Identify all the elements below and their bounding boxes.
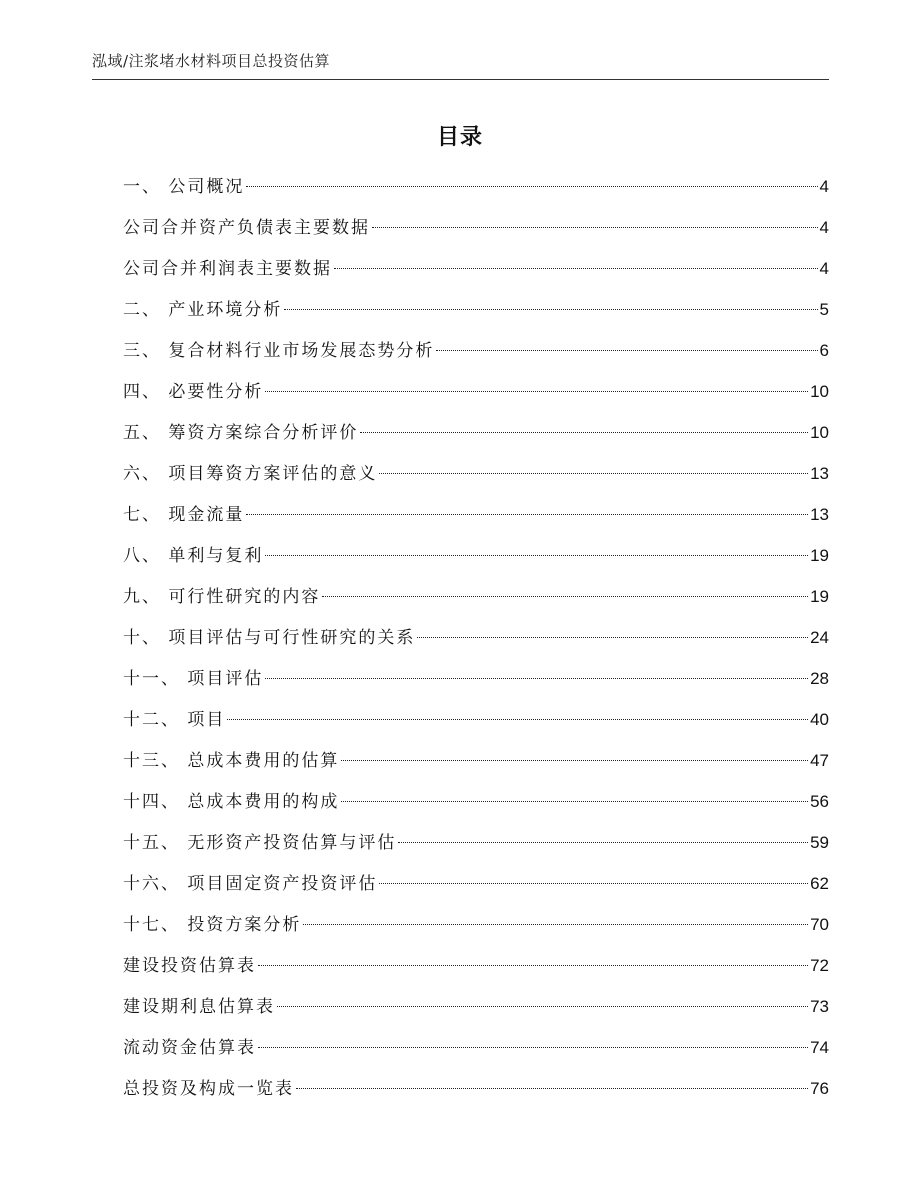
toc-dot-leader bbox=[398, 842, 808, 843]
toc-entry-label: 四、 必要性分析 bbox=[123, 382, 264, 402]
toc-dot-leader bbox=[246, 186, 817, 187]
toc-entry[interactable] bbox=[123, 623, 829, 664]
toc-entry[interactable] bbox=[123, 951, 829, 992]
toc-entry-page-number: 47 bbox=[810, 751, 829, 770]
toc-entry-page-number: 59 bbox=[810, 833, 829, 852]
toc-dot-leader bbox=[436, 350, 817, 351]
toc-dot-leader bbox=[227, 719, 808, 720]
toc-dot-leader bbox=[265, 555, 808, 556]
toc-entry[interactable] bbox=[123, 500, 829, 541]
toc-entry-page-number: 70 bbox=[810, 915, 829, 934]
toc-entry-label: 十七、 投资方案分析 bbox=[123, 915, 302, 935]
toc-entry[interactable] bbox=[123, 992, 829, 1033]
toc-entry-label: 总投资及构成一览表 bbox=[123, 1079, 294, 1099]
toc-entry[interactable] bbox=[123, 254, 829, 295]
toc-entry-label: 建设期利息估算表 bbox=[123, 997, 275, 1017]
toc-entry[interactable] bbox=[123, 377, 829, 418]
header-divider bbox=[92, 79, 829, 80]
toc-entry-label: 八、 单利与复利 bbox=[123, 546, 264, 566]
toc-entry-page-number: 72 bbox=[810, 956, 829, 975]
toc-entry[interactable] bbox=[123, 213, 829, 254]
toc-entry-page-number: 4 bbox=[819, 177, 829, 196]
toc-entry-page-number: 40 bbox=[810, 710, 829, 729]
toc-entry[interactable] bbox=[123, 582, 829, 623]
toc-entry[interactable] bbox=[123, 787, 829, 828]
toc-dot-leader bbox=[296, 1088, 808, 1089]
toc-dot-leader bbox=[322, 596, 808, 597]
toc-dot-leader bbox=[258, 1047, 808, 1048]
toc-dot-leader bbox=[265, 678, 808, 679]
toc-entry-page-number: 4 bbox=[819, 259, 829, 278]
toc-dot-leader bbox=[372, 227, 818, 228]
toc-entry[interactable] bbox=[123, 828, 829, 869]
toc-entry[interactable] bbox=[123, 705, 829, 746]
toc-entry[interactable] bbox=[123, 746, 829, 787]
toc-entry[interactable] bbox=[123, 664, 829, 705]
toc-entry-label: 十五、 无形资产投资估算与评估 bbox=[123, 833, 397, 853]
toc-entry-label: 公司合并资产负债表主要数据 bbox=[123, 218, 370, 238]
toc-entry-label: 九、 可行性研究的内容 bbox=[123, 587, 321, 607]
toc-entry-page-number: 10 bbox=[810, 423, 829, 442]
toc-entry[interactable] bbox=[123, 172, 829, 213]
toc-entry-page-number: 74 bbox=[810, 1038, 829, 1057]
toc-entry-label: 十三、 总成本费用的估算 bbox=[123, 751, 340, 771]
toc-entry-page-number: 19 bbox=[810, 587, 829, 606]
toc-entry-label: 十一、 项目评估 bbox=[123, 669, 264, 689]
toc-dot-leader bbox=[417, 637, 808, 638]
running-header: 泓域/注浆堵水材料项目总投资估算 bbox=[92, 52, 331, 70]
toc-dot-leader bbox=[360, 432, 808, 433]
toc-entry-page-number: 19 bbox=[810, 546, 829, 565]
toc-entry[interactable] bbox=[123, 869, 829, 910]
toc-entry-page-number: 28 bbox=[810, 669, 829, 688]
toc-entry-label: 十、 项目评估与可行性研究的关系 bbox=[123, 628, 416, 648]
toc-entry-page-number: 13 bbox=[810, 464, 829, 483]
toc-entry[interactable] bbox=[123, 541, 829, 582]
toc-dot-leader bbox=[341, 760, 808, 761]
toc-entry-label: 三、 复合材料行业市场发展态势分析 bbox=[123, 341, 435, 361]
toc-dot-leader bbox=[379, 473, 808, 474]
toc-entry-page-number: 13 bbox=[810, 505, 829, 524]
toc-entry-label: 六、 项目筹资方案评估的意义 bbox=[123, 464, 378, 484]
toc-entry[interactable] bbox=[123, 295, 829, 336]
table-of-contents bbox=[123, 172, 829, 1115]
toc-entry-page-number: 5 bbox=[819, 300, 829, 319]
toc-dot-leader bbox=[277, 1006, 808, 1007]
toc-dot-leader bbox=[284, 309, 817, 310]
toc-dot-leader bbox=[334, 268, 818, 269]
toc-entry[interactable] bbox=[123, 1033, 829, 1074]
toc-entry-label: 十六、 项目固定资产投资评估 bbox=[123, 874, 378, 894]
toc-title: 目录 bbox=[436, 125, 483, 150]
toc-entry-page-number: 62 bbox=[810, 874, 829, 893]
toc-entry-page-number: 24 bbox=[810, 628, 829, 647]
toc-dot-leader bbox=[341, 801, 808, 802]
toc-entry-label: 一、 公司概况 bbox=[123, 177, 245, 197]
toc-dot-leader bbox=[246, 514, 808, 515]
toc-entry-page-number: 76 bbox=[810, 1079, 829, 1098]
toc-entry-label: 五、 筹资方案综合分析评价 bbox=[123, 423, 359, 443]
toc-entry-label: 七、 现金流量 bbox=[123, 505, 245, 525]
toc-entry[interactable] bbox=[123, 418, 829, 459]
toc-entry-label: 流动资金估算表 bbox=[123, 1038, 256, 1058]
toc-entry-label: 二、 产业环境分析 bbox=[123, 300, 283, 320]
toc-dot-leader bbox=[379, 883, 808, 884]
toc-entry-label: 建设投资估算表 bbox=[123, 956, 256, 976]
toc-entry-page-number: 10 bbox=[810, 382, 829, 401]
toc-dot-leader bbox=[303, 924, 808, 925]
toc-dot-leader bbox=[258, 965, 808, 966]
toc-entry[interactable] bbox=[123, 336, 829, 377]
toc-entry-label: 十四、 总成本费用的构成 bbox=[123, 792, 340, 812]
toc-entry[interactable] bbox=[123, 459, 829, 500]
toc-entry-label: 公司合并利润表主要数据 bbox=[123, 259, 332, 279]
toc-entry-label: 十二、 项目 bbox=[123, 710, 226, 730]
toc-entry-page-number: 73 bbox=[810, 997, 829, 1016]
toc-entry-page-number: 6 bbox=[819, 341, 829, 360]
toc-entry-page-number: 4 bbox=[819, 218, 829, 237]
toc-entry[interactable] bbox=[123, 1074, 829, 1115]
toc-entry-page-number: 56 bbox=[810, 792, 829, 811]
toc-dot-leader bbox=[265, 391, 808, 392]
toc-entry[interactable] bbox=[123, 910, 829, 951]
